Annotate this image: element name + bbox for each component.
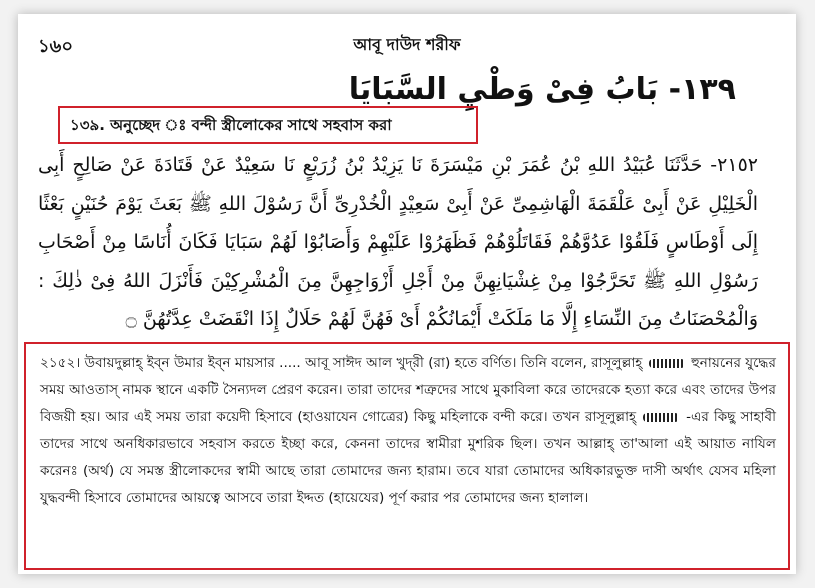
salawat-calligraphy-icon: [643, 413, 679, 422]
translation-text-start: ২১৫২। উবায়দুল্লাহ্ ইব্‌ন উমার ইব্‌ন মায়সার ..... আবূ সাঈদ আল খুদ্‌রী (রা) হতে বর্ণিত। তিনি বলেন, রাসূলুল্লাহ্: [40, 355, 643, 371]
translation-highlight-box: [24, 342, 790, 570]
translation-text-end: -এর কিছু সাহাবী তাদের সাথে অনধিকারভাবে সহবাস করতে ইচ্ছা করে, কেননা তাদের স্বামীরা মুশরিক ছিল। তখন আল্লাহ্ তা'আলা এই আয়াত নাযিল করেনঃ (অর্থ) যে সমস্ত স্ত্রীলোকদের স্বামী আছে তারা তোমাদের জন্য হারাম। তবে যারা তোমাদের অধিকারভুক্ত দাসী অর্থাৎ যেসব মহিলা যুদ্ধবন্দী হিসাবে তোমাদের আয়ত্বে আসবে তারা ইদ্দত (হায়েযের) পূর্ণ করার পর তোমাদের জন্য হালাল।: [40, 409, 776, 506]
book-page: [18, 14, 796, 574]
chapter-title-bengali-highlight: ১৩৯. অনুচ্ছেদ ঃ বন্দী স্ত্রীলোকের সাথে সহবাস করা: [58, 106, 478, 144]
translation-text-mid: হুনায়নের যুদ্ধের সময় আওতাস্ নামক স্থানে একটি সৈন্যদল প্রেরণ করেন। তারা তাদের শত্রুদের সাথে মুকাবিলা করে তাদেরকে হত্যা করে এবং তাদের উপর বিজয়ী হয়। আর এই সময় তারা কয়েদী হিসাবে (হাওয়াযেন গোত্রের) কিছু মহিলাকে বন্দী করে। তখন রাসূলুল্লাহ্: [40, 355, 776, 425]
chapter-title-arabic: ١٣٩- بَابُ فِىْ وَطْيِ السَّبَايَا: [348, 72, 736, 107]
hadith-arabic-text: ٢١٥٢- حَدَّثَنَا عُبَيْدُ اللهِ بْنُ عُمَرَ بْنِ مَيْسَرَةَ نَا يَزِيْدُ بْنُ زُرَيْعٍ نَا سَعِيْدٌ عَنْ قَتَادَةَ عَنْ صَالِحٍ أَبِى الْخَلِيْلِ عَنْ أَبِىْ عَلْقَمَةَ الْهَاشِمِىِّ عَنْ أَبِىْ سَعِيْدٍ الْخُدْرِىِّ أَنَّ رَسُوْلَ اللهِ ﷺ بَعَثَ يَوْمَ حُنَيْنٍ بَعْثًا إِلَى أَوْطَاسٍ فَلَقُوْا عَدُوَّهُمْ فَقَاتَلُوْهُمْ فَظَهَرُوْا عَلَيْهِمْ وَأَصَابُوْا لَهُمْ سَبَايَا فَكَانَ أُنَاسًا مِنْ أَصْحَابِ رَسُوْلِ اللهِ ﷺ تَحَرَّجُوْا مِنْ غِشْيَانِهِنَّ مِنْ أَجْلِ أَزْوَاجِهِنَّ مِنَ الْمُشْرِكِيْنَ فَأَنْزَلَ اللهُ فِىْ ذٰلِكَ : وَالْمُحْصَنَاتُ مِنَ النِّسَاءِ إِلَّا مَا مَلَكَتْ أَيْمَانُكُمْ أَىْ فَهُنَّ لَهُمْ حَلَالٌ إِذَا انْقَضَتْ عِدَّتُهُنَّ ۝: [38, 154, 758, 330]
page-number: ১৬০: [38, 36, 74, 57]
running-header: আবূ দাউদ শরীফ: [353, 35, 461, 54]
salawat-calligraphy-icon: [649, 359, 685, 368]
